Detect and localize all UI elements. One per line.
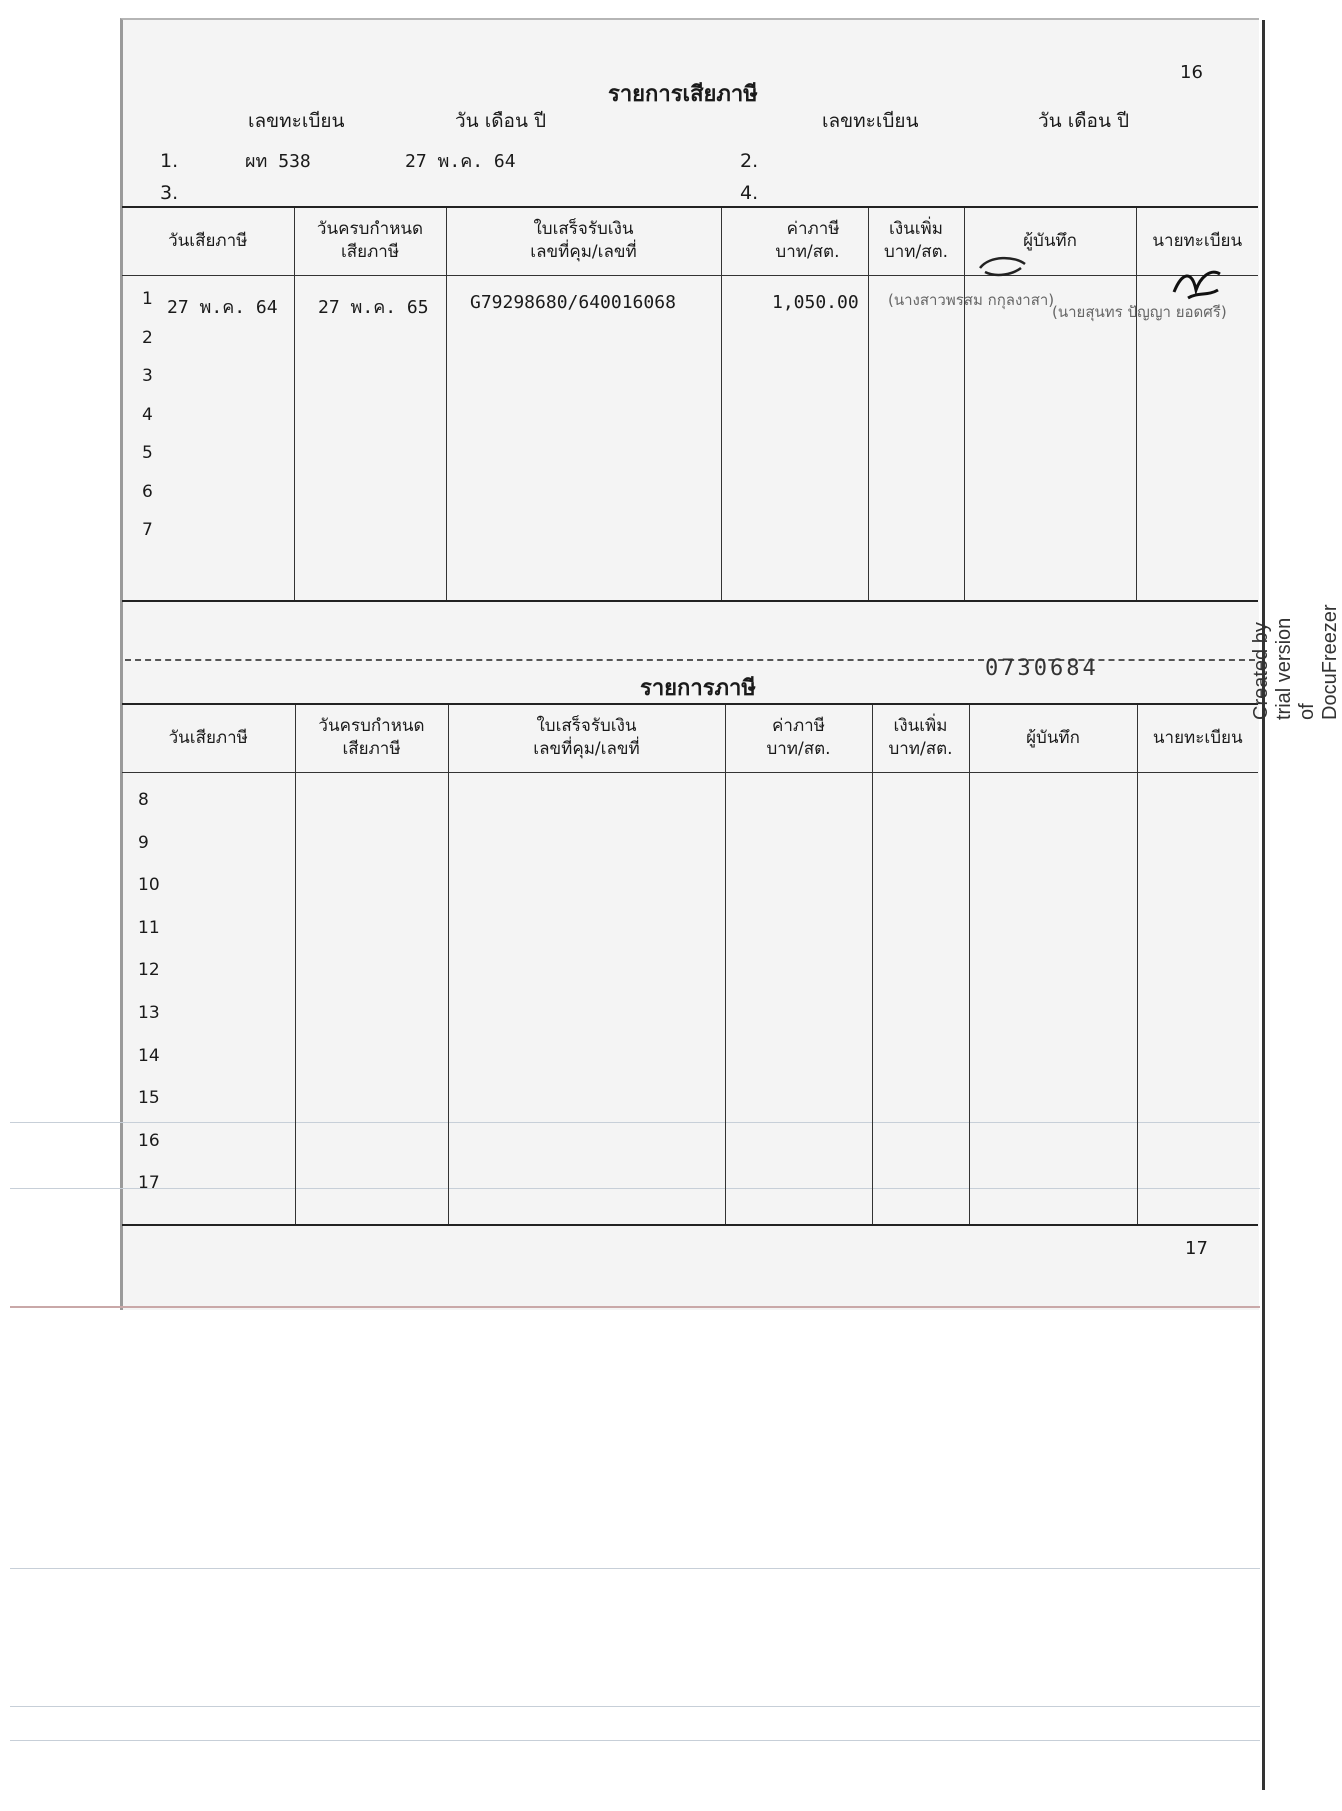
row-number: 11 xyxy=(138,917,160,938)
tax-payment-table xyxy=(122,206,1258,602)
row-numbers-table2 xyxy=(138,779,160,1205)
row-number: 12 xyxy=(138,960,160,981)
row-number: 5 xyxy=(142,443,153,463)
serial-number: 0730684 xyxy=(985,656,1099,681)
col-surcharge: เงินเพิ่ม บาท/สต. xyxy=(868,207,964,275)
registrar-signature-icon xyxy=(1168,262,1228,307)
entry-registration: ผท 538 xyxy=(245,151,311,172)
col-registrar: นายทะเบียน xyxy=(1136,207,1258,275)
col-tax-amount: ค่าภาษี บาท/สต. xyxy=(721,207,868,275)
row1-recorder-name: (นางสาวพรสม กกุลงาสา) xyxy=(888,291,1055,309)
col-recorder: ผู้บันทึก xyxy=(969,704,1137,772)
row-number: 13 xyxy=(138,1002,160,1023)
sheet-edge xyxy=(10,1306,1260,1308)
reg-label-left: เลขทะเบียน xyxy=(248,110,345,132)
row1-tax-date: 27 พ.ค. 64 xyxy=(167,297,278,318)
page-number-bottom: 17 xyxy=(1185,1238,1208,1259)
section-title-tax-payments: รายการเสียภาษี xyxy=(608,82,758,107)
col-tax-amount: ค่าภาษี บาท/สต. xyxy=(725,704,872,772)
section-title-tax-list: รายการภาษี xyxy=(640,676,756,701)
divider-line xyxy=(10,1568,1260,1569)
recorder-signature-icon xyxy=(975,250,1035,280)
row1-receipt-number: G79298680/640016068 xyxy=(470,292,676,313)
col-due-date: วันครบกำหนด เสียภาษี xyxy=(294,207,446,275)
col-due-date: วันครบกำหนด เสียภาษี xyxy=(295,704,448,772)
entry-number: 4. xyxy=(740,182,759,204)
col-surcharge: เงินเพิ่ม บาท/สต. xyxy=(872,704,969,772)
divider-line xyxy=(10,1740,1260,1741)
row-number: 1 xyxy=(142,289,153,309)
col-tax-date: วันเสียภาษี xyxy=(122,704,295,772)
row1-tax-amount: 1,050.00 xyxy=(772,292,859,313)
row1-due-date: 27 พ.ค. 65 xyxy=(318,297,429,318)
row-number: 17 xyxy=(138,1173,160,1194)
entry-number: 1. xyxy=(160,150,179,172)
row-number: 15 xyxy=(138,1088,160,1109)
watermark-text: Created by trial version of DocuFreezer xyxy=(1250,604,1341,720)
reg-label-right: เลขทะเบียน xyxy=(822,110,919,132)
row-number: 14 xyxy=(138,1045,160,1066)
col-recorder: ผู้บันทึก xyxy=(964,207,1136,275)
row-numbers-table1 xyxy=(142,280,153,550)
row-number: 8 xyxy=(138,790,149,810)
row-number: 7 xyxy=(142,520,153,540)
entry-number: 2. xyxy=(740,150,759,172)
row-number: 9 xyxy=(138,832,149,853)
entry-number: 3. xyxy=(160,182,179,204)
entry-date: 27 พ.ค. 64 xyxy=(405,151,516,172)
page-number-top: 16 xyxy=(1180,62,1203,83)
row-number: 10 xyxy=(138,875,160,896)
date-label-right: วัน เดือน ปี xyxy=(1038,110,1130,132)
row-number: 2 xyxy=(142,327,153,348)
scan-edge xyxy=(1262,20,1265,1790)
row-number: 16 xyxy=(138,1130,160,1151)
row-number: 6 xyxy=(142,481,153,502)
row-number: 3 xyxy=(142,366,153,386)
tax-list-table xyxy=(122,703,1258,1226)
col-registrar: นายทะเบียน xyxy=(1137,704,1258,772)
col-receipt: ใบเสร็จรับเงิน เลขที่คุม/เลขที่ xyxy=(446,207,721,275)
date-label-left: วัน เดือน ปี xyxy=(455,110,547,132)
row-number: 4 xyxy=(142,404,153,425)
col-receipt: ใบเสร็จรับเงิน เลขที่คุม/เลขที่ xyxy=(448,704,725,772)
col-tax-date: วันเสียภาษี xyxy=(122,207,294,275)
row1-registrar-name: (นายสุนทร ปัญญา ยอดศรี) xyxy=(1052,303,1227,321)
divider-line xyxy=(10,1706,1260,1707)
